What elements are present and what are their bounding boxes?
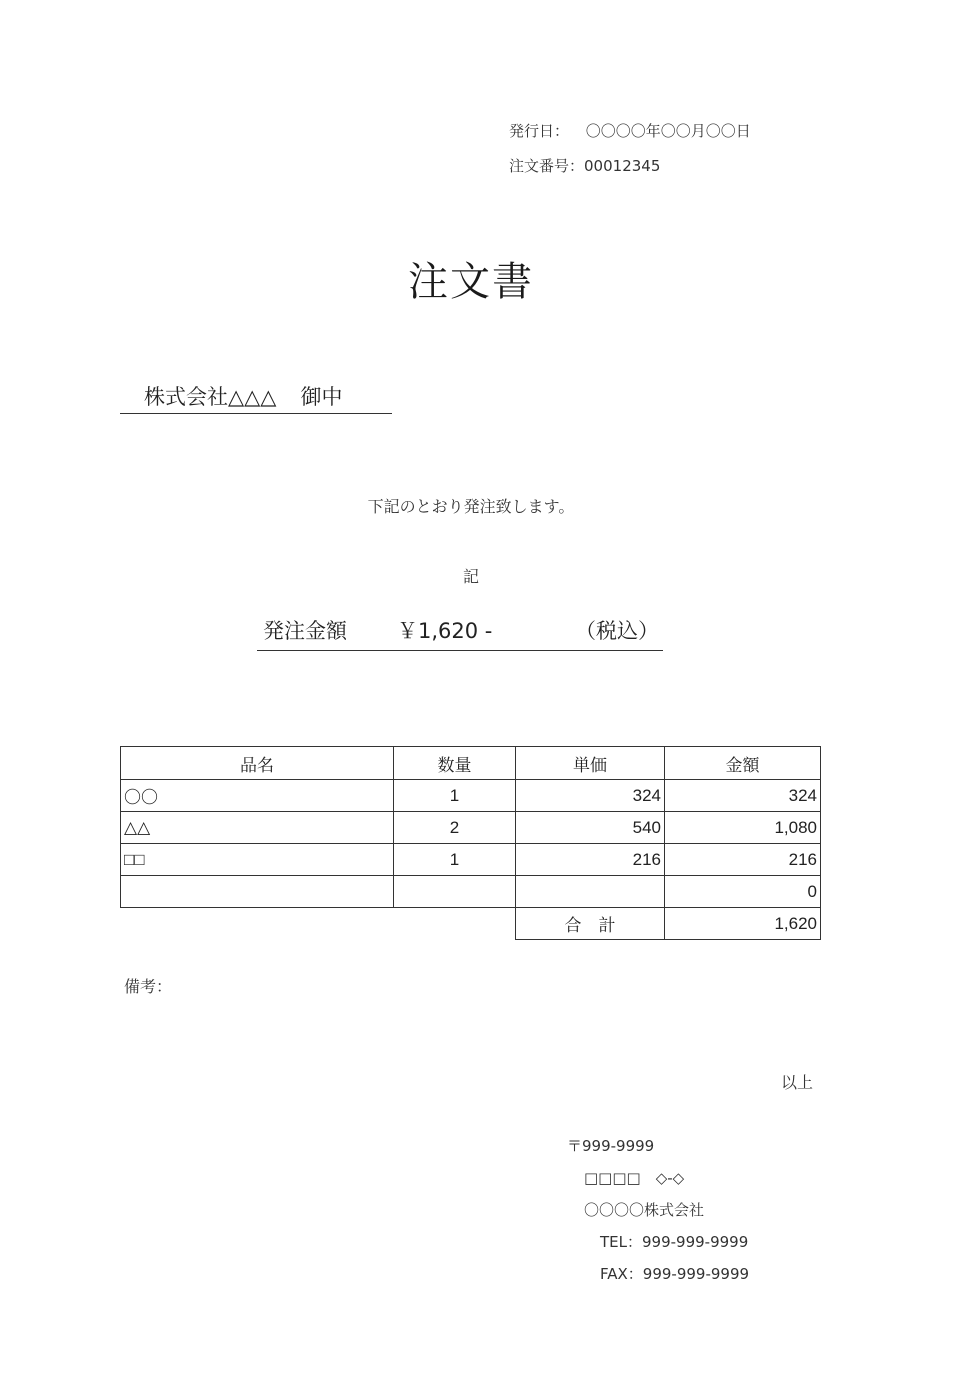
- issue-date-label: 発行日：: [509, 122, 570, 140]
- header-amount: 金額: [665, 747, 821, 780]
- table-row: [121, 812, 821, 844]
- row-quantity: 2: [394, 812, 516, 844]
- row-quantity: 1: [394, 780, 516, 812]
- row-unit-price: 216: [516, 844, 665, 876]
- closing-text: 以上: [781, 1073, 814, 1092]
- intro-text: 下記のとおり発注致します。: [367, 497, 575, 516]
- row-item-name: □□: [121, 844, 394, 876]
- header-quantity: 数量: [394, 747, 516, 780]
- order-number: [509, 155, 660, 176]
- table-row: [121, 876, 821, 908]
- order-amount-label: 発注金額: [263, 619, 347, 643]
- blank-cell: [121, 908, 394, 940]
- issuer-fax: FAX：999-999-9999: [600, 1265, 750, 1283]
- remarks-label: 備考：: [124, 977, 173, 996]
- row-item-name: 〇〇: [121, 780, 394, 812]
- order-number-value: 00012345: [584, 157, 661, 175]
- table-header-row: [121, 747, 821, 780]
- issuer-company: 〇〇〇〇株式会社: [584, 1201, 705, 1219]
- table-row: [121, 844, 821, 876]
- issue-date-value: 〇〇〇〇年〇〇月〇〇日: [585, 122, 751, 140]
- items-table: [120, 746, 821, 940]
- order-amount: [257, 614, 663, 651]
- row-unit-price: [516, 876, 665, 908]
- row-amount: 1,080: [665, 812, 821, 844]
- table-total-row: [121, 908, 821, 940]
- total-value: 1,620: [665, 908, 821, 940]
- issuer-address: □□□□ ◇-◇: [584, 1169, 685, 1187]
- header-unit-price: 単価: [516, 747, 665, 780]
- issuer-postal-code: 〒999-9999: [567, 1137, 655, 1155]
- row-quantity: [394, 876, 516, 908]
- order-amount-tax-note: （税込）: [575, 619, 659, 643]
- order-amount-value: ￥1,620 -: [397, 619, 493, 643]
- recipient-company: 株式会社△△△: [144, 385, 277, 409]
- issue-date: [509, 120, 751, 141]
- blank-cell: [394, 908, 516, 940]
- row-quantity: 1: [394, 844, 516, 876]
- total-label: 合 計: [516, 908, 665, 940]
- ki-text: 記: [462, 567, 479, 586]
- issuer-tel: TEL：999-999-9999: [600, 1233, 749, 1251]
- recipient-honorific: 御中: [300, 385, 343, 409]
- table-row: [121, 780, 821, 812]
- page-title: 注文書: [408, 259, 534, 305]
- row-item-name: [121, 876, 394, 908]
- row-amount: 324: [665, 780, 821, 812]
- row-amount: 0: [665, 876, 821, 908]
- row-item-name: △△: [121, 812, 394, 844]
- row-unit-price: 324: [516, 780, 665, 812]
- row-amount: 216: [665, 844, 821, 876]
- row-unit-price: 540: [516, 812, 665, 844]
- recipient: [120, 380, 392, 414]
- header-item-name: 品名: [121, 747, 394, 780]
- order-number-label: 注文番号：: [509, 157, 585, 175]
